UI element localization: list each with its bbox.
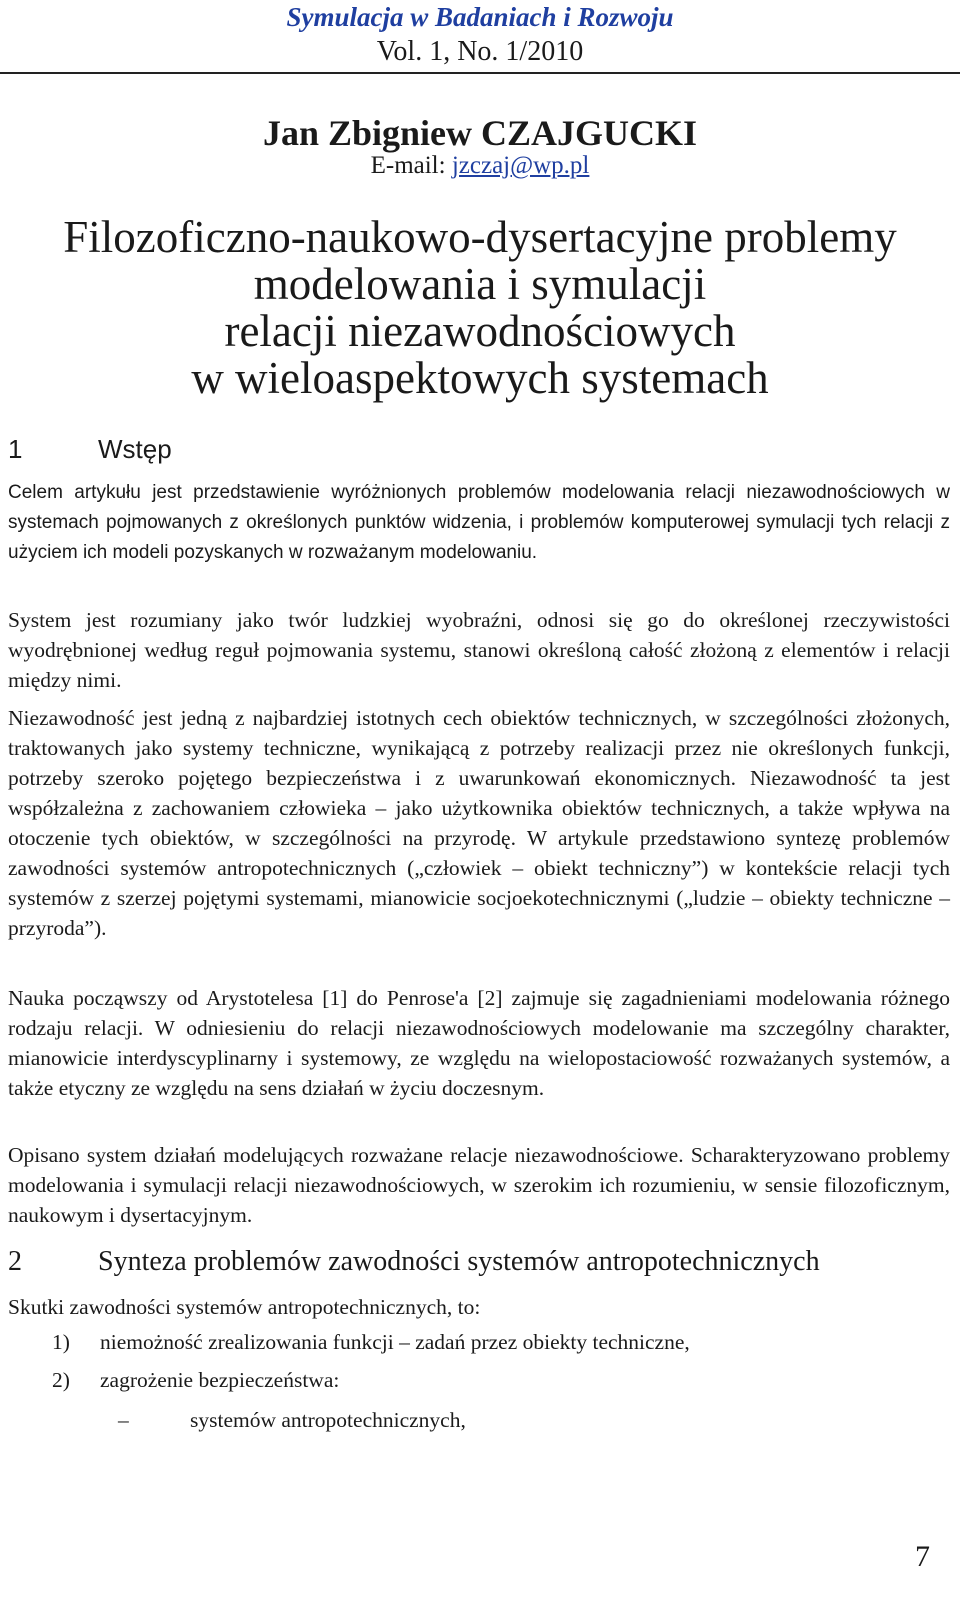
- dash-marker: –: [118, 1408, 129, 1432]
- section-number: 2: [8, 1246, 22, 1277]
- paragraph: System jest rozumiany jako twór ludzkiej wyobraźni, odnosi się go do określonej rzeczywistości wyodrębnionej według reguł pojmowania systemu, stanowi określoną całość złożoną z elementów i relacji między nimi.: [8, 608, 950, 692]
- list-item-text: niemożność zrealizowania funkcji – zadań przez obiekty techniczne,: [100, 1330, 690, 1354]
- list-marker: 2): [52, 1368, 70, 1392]
- paper-title: [0, 214, 960, 402]
- list-item: [52, 1330, 690, 1355]
- section-1-heading: [8, 434, 172, 465]
- page-number: 7: [915, 1540, 930, 1573]
- title-line: Filozoficzno-naukowo-dysertacyjne problemy: [63, 212, 897, 262]
- section-title: Synteza problemów zawodności systemów antropotechnicznych: [98, 1246, 820, 1277]
- author-name: Jan Zbigniew CZAJGUCKI: [262, 113, 698, 153]
- title-line: modelowania i symulacji: [253, 259, 707, 309]
- title-line: relacji niezawodnościowych: [224, 306, 736, 356]
- journal-volume: Vol. 1, No. 1/2010: [376, 36, 584, 67]
- section-number: 1: [8, 434, 23, 464]
- paragraph: Nauka począwszy od Arystotelesa [1] do Penrose'a [2] zajmuje się zagadnieniami modelowania różnego rodzaju relacji. W odniesieniu do relacji niezawodnościowych modelowanie ma szczególny charakter, mianowicie interdyscyplinarny i systemowy, ze względu na wielopostaciowość rozważanych systemów, a także etyczny ze względu na sens działań w życiu doczesnym.: [8, 986, 950, 1100]
- list-item: [52, 1368, 339, 1393]
- paragraph: Opisano system działań modelujących rozważane relacje niezawodnościowe. Scharakteryzowano problemy modelowania i symulacji relacji niezawodnościowych, w szerokim ich rozumieniu, w sensie filozoficznym, naukowym i dysertacyjnym.: [8, 1143, 950, 1227]
- journal-title: Symulacja w Badaniach i Rozwoju: [286, 2, 674, 32]
- section-title: Wstęp: [98, 434, 172, 464]
- header-divider: [0, 72, 960, 74]
- paragraph: Celem artykułu jest przedstawienie wyróżnionych problemów modelowania relacji niezawodnościowych w systemach pojmowanych z określonych punktów widzenia, i problemów komputerowej symulacji tych relacji z użyciem ich modeli pozyskanych w rozważanym modelowaniu.: [8, 482, 950, 563]
- email-link[interactable]: jzczaj@wp.pl: [451, 152, 590, 179]
- list-item-text: zagrożenie bezpieczeństwa:: [100, 1368, 340, 1392]
- list-marker: 1): [52, 1330, 70, 1354]
- email-label: E-mail:: [370, 152, 452, 179]
- author-email: [0, 152, 960, 180]
- sub-list-item: [118, 1408, 466, 1433]
- list-item-text: systemów antropotechnicznych,: [190, 1408, 466, 1432]
- title-line: w wieloaspektowych systemach: [191, 353, 769, 403]
- section-2-heading: [8, 1246, 820, 1278]
- section-intro: Skutki zawodności systemów antropotechnicznych, to:: [8, 1295, 481, 1319]
- paragraph: Niezawodność jest jedną z najbardziej istotnych cech obiektów technicznych, w szczególności złożonych, traktowanych jako systemy techniczne, wynikającą z potrzeby realizacji przez nie określonych funkcji, potrzeby szeroko pojętego bezpieczeństwa i z uwarunkowań ekonomicznych. Niezawodność ta jest współzależna z zachowaniem człowieka – jako użytkownika obiektów technicznych, a także wpływa na otoczenie tych obiektów, w szczególności na przyrodę. W artykule przedstawiono syntezę problemów zawodności systemów antropotechnicznych („człowiek – obiekt techniczny”) w kontekście relacji tych systemów z szerzej pojętymi systemami, mianowicie socjoekotechnicznymi („ludzie – obiekty techniczne – przyroda”).: [8, 706, 950, 940]
